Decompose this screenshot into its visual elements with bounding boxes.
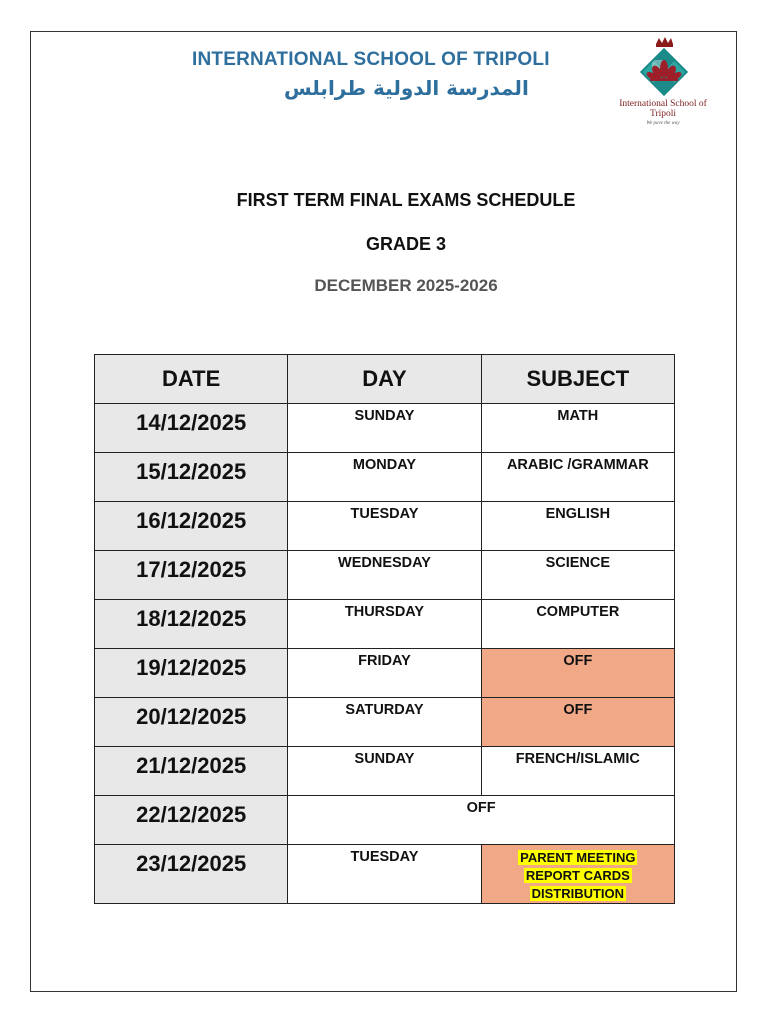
subject-cell: SCIENCE — [481, 551, 674, 600]
date-cell: 14/12/2025 — [95, 404, 288, 453]
table-row — [95, 845, 675, 904]
table-row — [95, 649, 675, 698]
day-cell: MONDAY — [288, 453, 481, 502]
table-row — [95, 404, 675, 453]
day-cell: FRIDAY — [288, 649, 481, 698]
event-line-distribution: DISTRIBUTION — [531, 886, 625, 901]
table-row — [95, 453, 675, 502]
table-row — [95, 502, 675, 551]
subject-cell: COMPUTER — [481, 600, 674, 649]
event-line-report-cards: REPORT CARDS — [525, 868, 630, 883]
date-cell: 22/12/2025 — [95, 796, 288, 845]
subject-cell-off: OFF — [481, 649, 674, 698]
date-cell: 18/12/2025 — [95, 600, 288, 649]
merged-off-cell: OFF — [288, 796, 675, 845]
header-day: DAY — [288, 355, 481, 404]
schedule-title: FIRST TERM FINAL EXAMS SCHEDULE — [236, 190, 576, 210]
day-cell: SUNDAY — [288, 404, 481, 453]
day-cell: SUNDAY — [288, 747, 481, 796]
day-cell: WEDNESDAY — [288, 551, 481, 600]
table-row — [95, 747, 675, 796]
date-cell: 17/12/2025 — [95, 551, 288, 600]
date-cell: 15/12/2025 — [95, 453, 288, 502]
crown-icon — [656, 37, 673, 47]
day-cell: TUESDAY — [288, 845, 481, 904]
header-date: DATE — [95, 355, 288, 404]
school-name-english: INTERNATIONAL SCHOOL OF TRIPOLI — [192, 49, 550, 70]
day-cell: SATURDAY — [288, 698, 481, 747]
table-row — [95, 551, 675, 600]
date-cell: 23/12/2025 — [95, 845, 288, 904]
table-row — [95, 796, 675, 845]
date-cell: 20/12/2025 — [95, 698, 288, 747]
day-cell: TUESDAY — [288, 502, 481, 551]
day-cell: THURSDAY — [288, 600, 481, 649]
subject-cell: FRENCH/ISLAMIC — [481, 747, 674, 796]
header-subject: SUBJECT — [481, 355, 674, 404]
date-cell: 16/12/2025 — [95, 502, 288, 551]
table-row — [95, 698, 675, 747]
subject-cell-event — [481, 845, 674, 904]
grade-title: GRADE 3 — [365, 234, 446, 254]
date-cell: 19/12/2025 — [95, 649, 288, 698]
logo-tagline: We pave the way — [646, 121, 680, 126]
table-row — [95, 600, 675, 649]
subject-cell: ENGLISH — [481, 502, 674, 551]
date-cell: 21/12/2025 — [95, 747, 288, 796]
logo-text: International School of Tripoli — [619, 99, 707, 119]
table-header-row — [95, 355, 675, 404]
exam-schedule-table — [94, 354, 675, 904]
event-line-parent-meeting: PARENT MEETING — [520, 850, 636, 865]
period-title: DECEMBER 2025-2026 — [314, 276, 498, 295]
subject-cell: ARABIC /GRAMMAR — [481, 453, 674, 502]
subject-cell: MATH — [481, 404, 674, 453]
school-name-arabic: المدرسة الدولية طرابلس — [284, 76, 529, 100]
subject-cell-off: OFF — [481, 698, 674, 747]
